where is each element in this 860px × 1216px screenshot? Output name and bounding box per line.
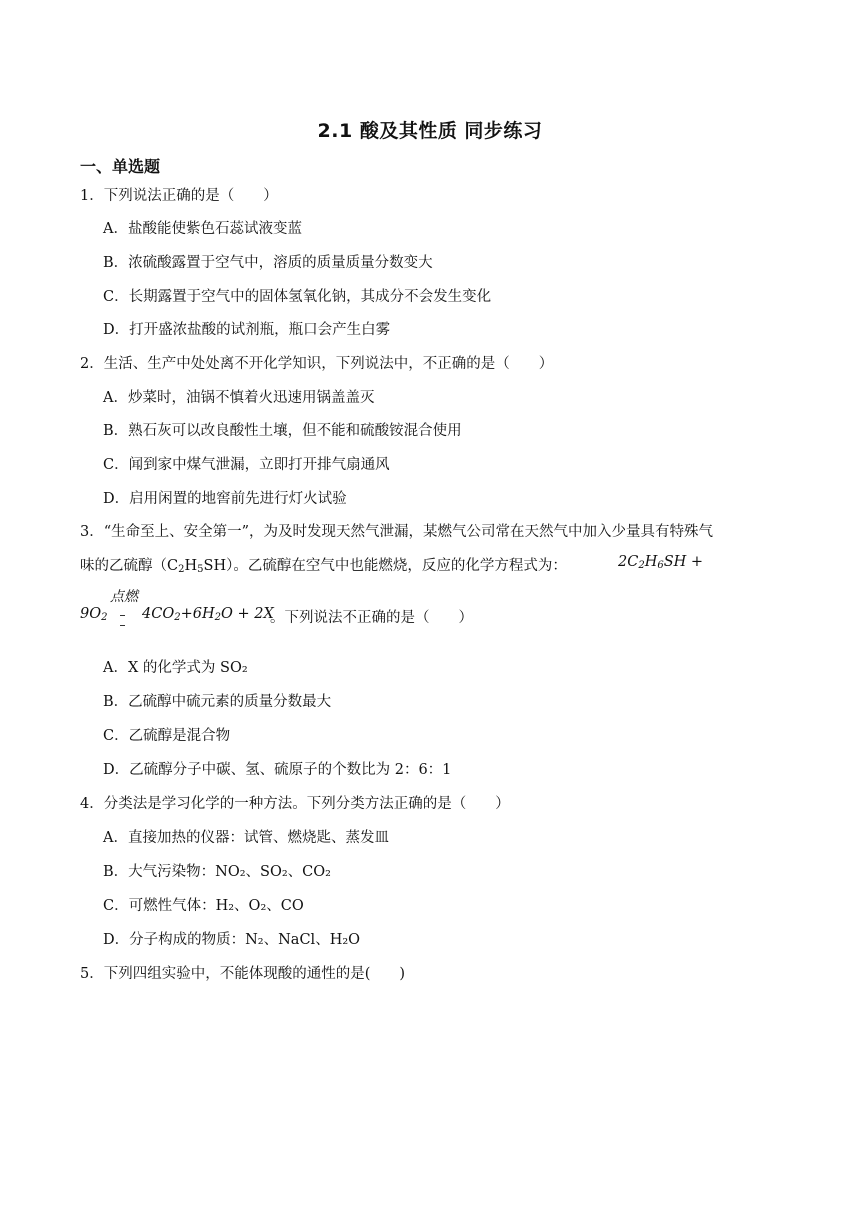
question-2-stem: 2．生活、生产中处处离不开化学知识，下列说法中，不正确的是（ ）	[80, 356, 554, 372]
question-2-option-c: C．闻到家中煤气泄漏，立即打开排气扇通风	[103, 457, 390, 473]
question-3-option-d: D．乙硫醇分子中碳、氢、硫原子的个数比为 2：6：1	[103, 762, 452, 778]
question-2-option-b: B．熟石灰可以改良酸性土壤，但不能和硫酸铵混合使用	[103, 423, 462, 439]
reaction-arrow	[120, 612, 126, 626]
question-3-option-a: A．X 的化学式为 SO₂	[103, 660, 248, 676]
question-3-stem-line1: 3．“生命至上、安全第一”，为及时发现天然气泄漏，某燃气公司常在天然气中加入少量具有特殊气	[80, 524, 714, 540]
question-3-stem-line2: 味的乙硫醇$(C_2H_5SH)$。乙硫醇在空气中也能燃烧，反应的化学方程式为：	[80, 558, 567, 575]
ignite-condition: 点燃	[110, 589, 138, 605]
page-title: 2.1 酸及其性质 同步练习	[317, 120, 543, 142]
question-4-option-d: D．分子构成的物质：N₂、NaCl、H₂O	[103, 932, 361, 948]
equation-lhs: $2C_2H_6SH$ +	[618, 554, 704, 571]
question-1-option-b: B．浓硫酸露置于空气中，溶质的质量质量分数变大	[103, 255, 433, 271]
equation-rhs: $4CO_2+6H_2O + 2X$	[142, 606, 274, 623]
question-5-stem: 5．下列四组实验中，不能体现酸的通性的是( )	[80, 966, 406, 982]
question-3-stem-tail: 。下列说法不正确的是（ ）	[270, 610, 473, 626]
question-4-stem: 4．分类法是学习化学的一种方法。下列分类方法正确的是（ ）	[80, 796, 510, 812]
question-1-option-d: D．打开盛浓盐酸的试剂瓶，瓶口会产生白雾	[103, 322, 391, 338]
question-2-option-a: A．炒菜时，油锅不慎着火迅速用锅盖盖灭	[103, 390, 375, 406]
question-1-stem: 1．下列说法正确的是（ ）	[80, 188, 278, 204]
question-4-option-b: B．大气污染物：NO₂、SO₂、CO₂	[103, 864, 331, 880]
question-3-option-c: C．乙硫醇是混合物	[103, 728, 231, 744]
question-3-option-b: B．乙硫醇中硫元素的质量分数最大	[103, 694, 332, 710]
question-1-option-a: A．盐酸能使紫色石蕊试液变蓝	[103, 221, 302, 237]
question-4-option-a: A．直接加热的仪器：试管、燃烧匙、蒸发皿	[103, 830, 389, 846]
question-2-option-d: D．启用闲置的地窖前先进行灯火试验	[103, 491, 347, 507]
question-1-option-c: C．长期露置于空气中的固体氢氧化钠，其成分不会发生变化	[103, 289, 492, 305]
equation-o2: $9O_2$	[80, 606, 108, 623]
question-4-option-c: C．可燃性气体：H₂、O₂、CO	[103, 898, 304, 914]
section-heading: 一、单选题	[80, 157, 161, 176]
